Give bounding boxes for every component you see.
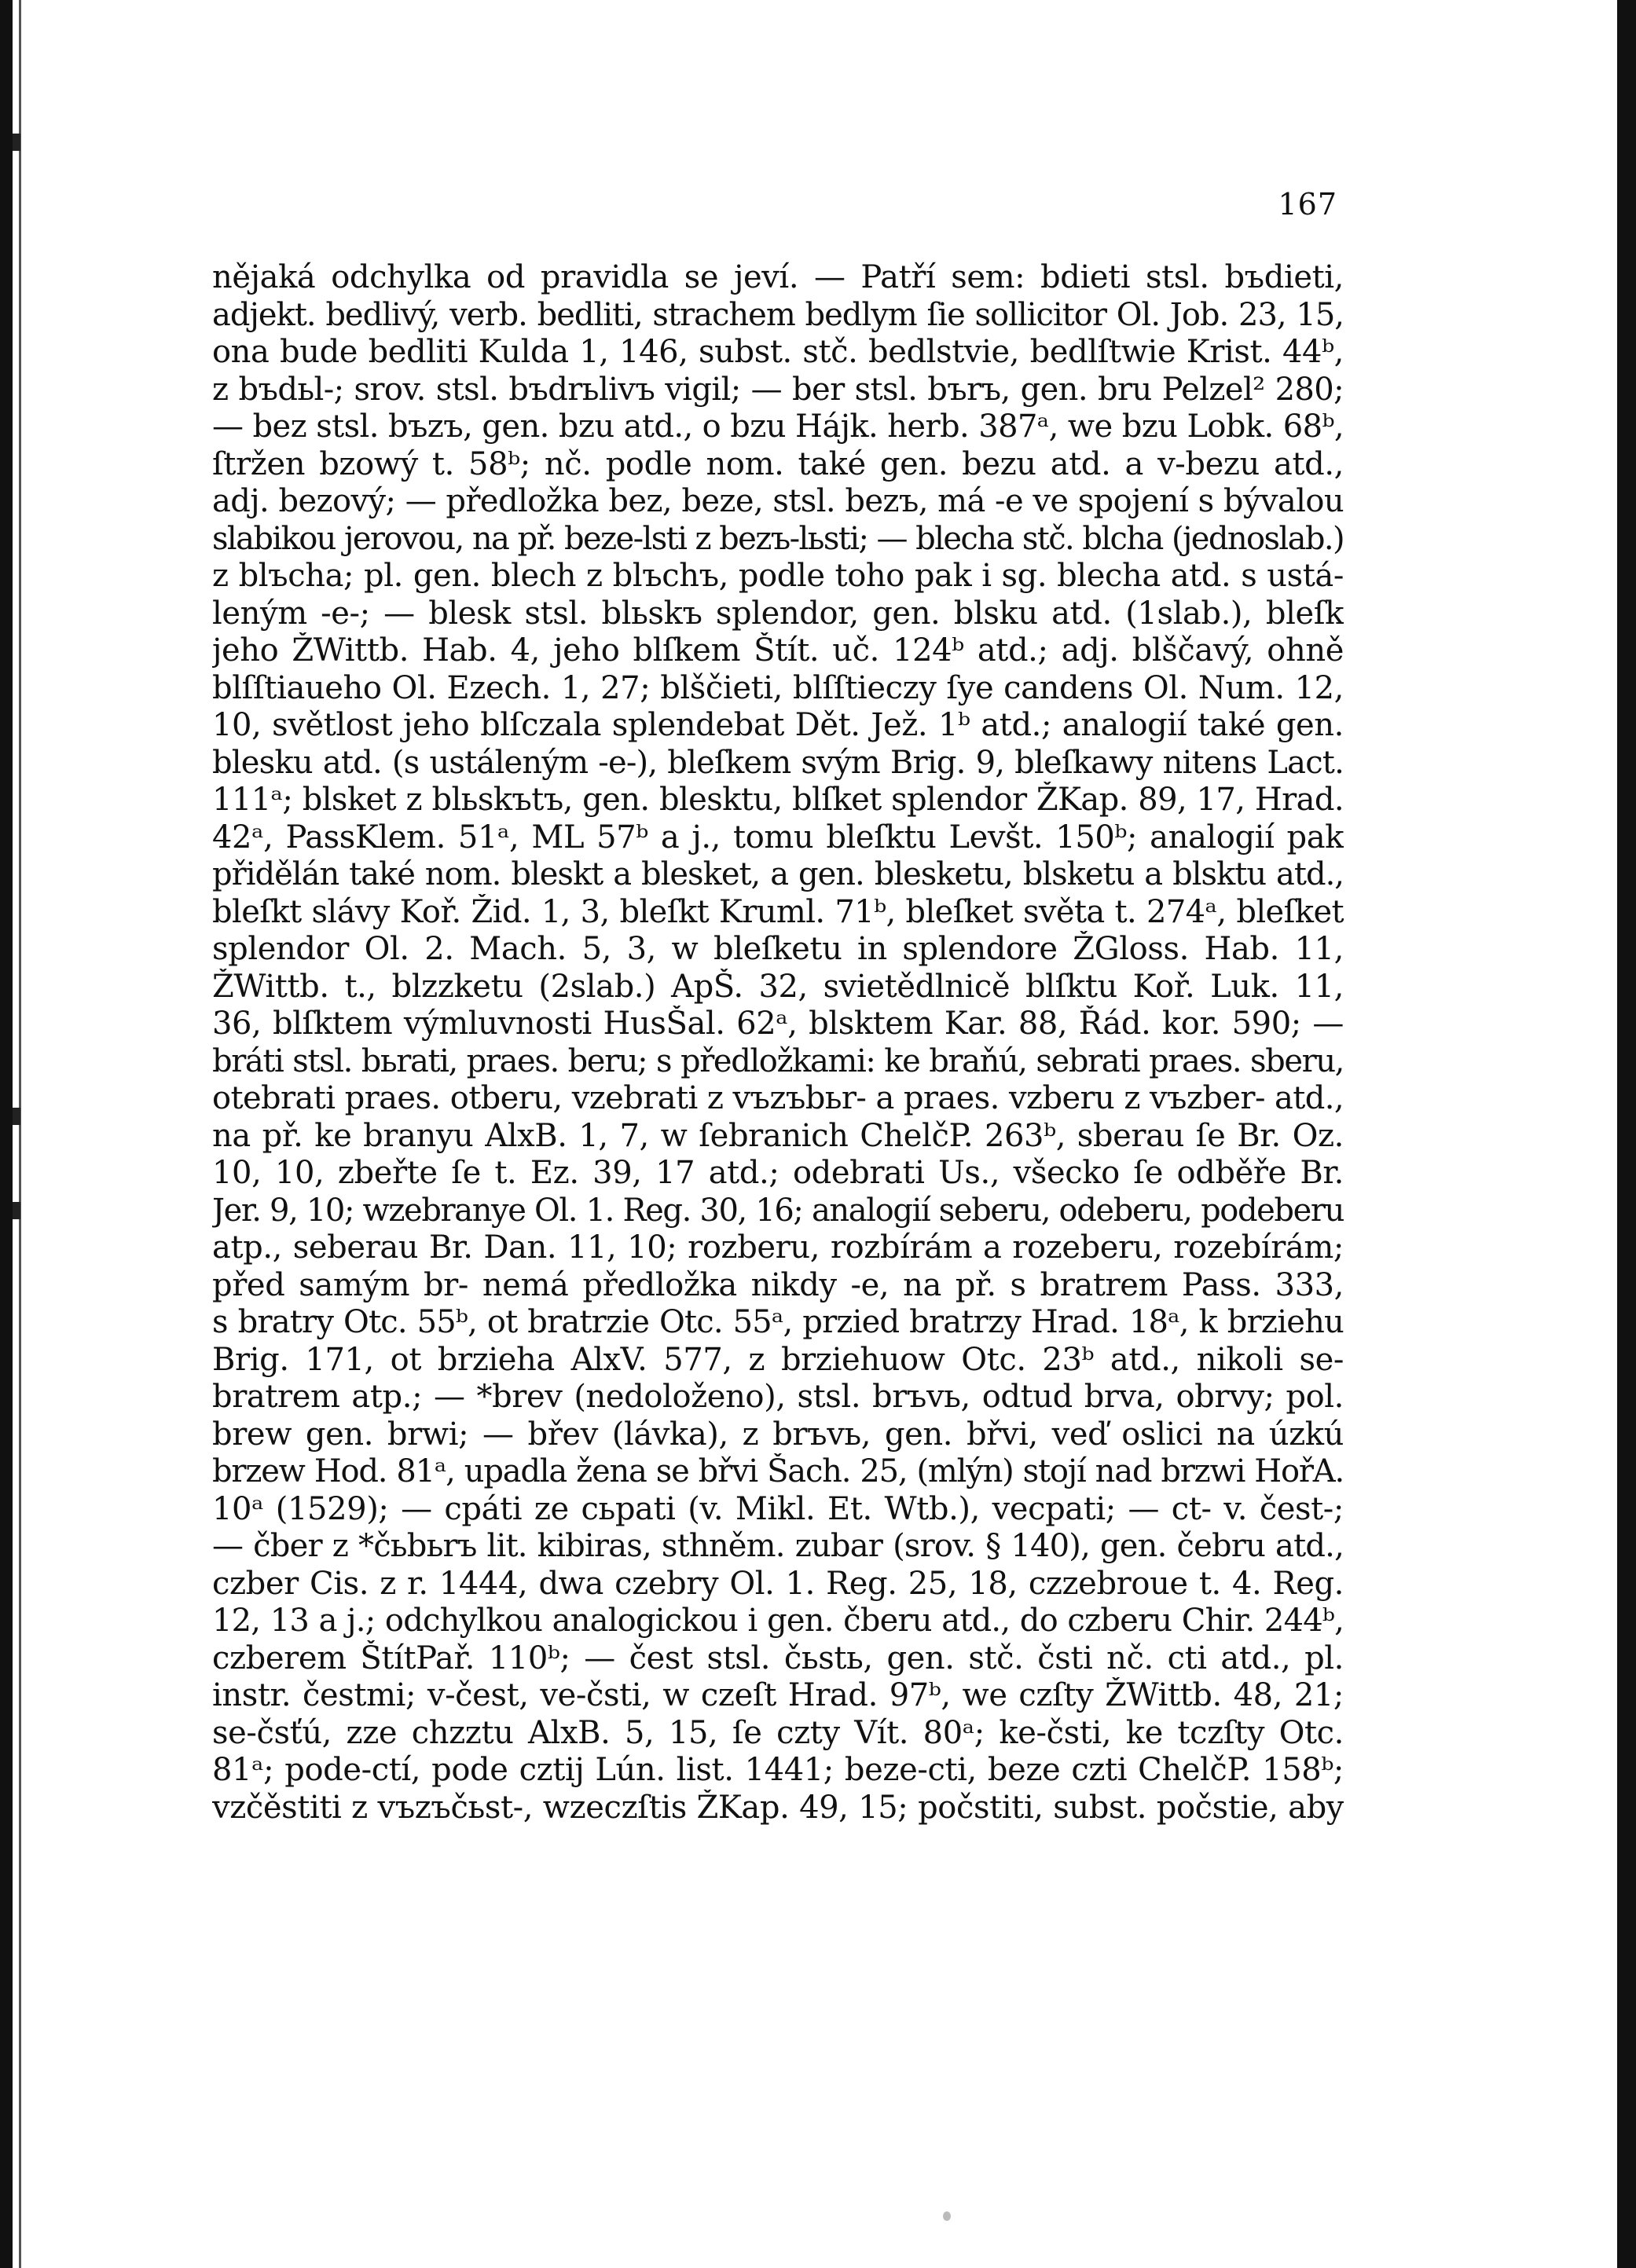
text-line: Jer. 9, 10; wzebranye Ol. 1. Reg. 30, 16; analogií seberu, odeberu, podeberu	[212, 1192, 1344, 1229]
text-line: bráti stsl. bьrati, praes. beru; s předložkami: ke braňú, sebrati praes. sberu,	[212, 1042, 1344, 1079]
text-line: leným -e-; — blesk stsl. blьskъ splendor, gen. blsku atd. (1slab.), bleſk	[212, 595, 1344, 632]
text-line: před samým br- nemá předložka nikdy -e, na př. s bratrem Pass. 333,	[212, 1266, 1344, 1303]
text-line: 81ᵃ; pode-ctí, pode cztij Lún. list. 1441; beze-cti, beze czti ChelčP. 158ᵇ;	[212, 1752, 1344, 1788]
text-line: 10, světlost jeho blſczala splendebat Dět. Jež. 1ᵇ atd.; analogií také gen.	[212, 707, 1344, 743]
page-number: 167	[1278, 187, 1337, 222]
scan-speck	[943, 2211, 951, 2221]
text-line: otebrati praes. otberu, vzebrati z vъzъbьr- a praes. vzberu z vъzber- atd.,	[212, 1080, 1344, 1116]
text-line: s bratry Otc. 55ᵇ, ot bratrzie Otc. 55ᵃ, przied bratrzy Hrad. 18ᵃ, k brziehu	[212, 1304, 1344, 1340]
text-line: Brig. 171, ot brzieha AlxV. 577, z brziehuow Otc. 23ᵇ atd., nikoli se-	[212, 1341, 1344, 1378]
text-line: instr. čestmi; v-čest, ve-čsti, w czeſt Hrad. 97ᵇ, we czſty ŽWittb. 48, 21;	[212, 1677, 1344, 1713]
text-line: vzčěstiti z vъzъčьst-, wzeczſtis ŽKap. 49, 15; počstiti, subst. počstie, aby	[212, 1789, 1344, 1826]
text-line: — čber z *čьbьrъ lit. kibiras, sthněm. zubar (srov. § 140), gen. čebru atd.,	[212, 1528, 1344, 1564]
text-line: ſtržen bzowý t. 58ᵇ; nč. podle nom. také gen. bezu atd. a v-bezu atd.,	[212, 445, 1344, 482]
text-line: na př. ke branyu AlxB. 1, 7, w ſebranich ChelčP. 263ᵇ, sberau ſe Br. Oz.	[212, 1117, 1344, 1154]
text-line: se-čsťú, zze chzztu AlxB. 5, 15, ſe czty Vít. 80ᵃ; ke-čsti, ke tczſty Otc.	[212, 1714, 1344, 1751]
scan-edge-mark	[13, 1202, 20, 1219]
text-line: slabikou jerovou, na př. beze-lsti z bezъ-lьsti; — blecha stč. blcha (jednoslab.)	[212, 520, 1344, 557]
scan-edge-mark	[13, 1108, 20, 1125]
text-line: blesku atd. (s ustáleným -e-), bleſkem svým Brig. 9, bleſkawy nitens Lact.	[212, 744, 1344, 781]
text-line: czberem ŠtítPař. 110ᵇ; — čest stsl. čьstь, gen. stč. čsti nč. cti atd., pl.	[212, 1640, 1344, 1676]
scan-edge-mark	[13, 134, 20, 151]
text-line: 10ᵃ (1529); — cpáti ze сьpati (v. Mikl. Et. Wtb.), vecpati; — ct- v. čest-;	[212, 1490, 1344, 1527]
text-line: bleſkt slávy Koř. Žid. 1, 3, bleſkt Kruml. 71ᵇ, bleſket světa t. 274ᵃ, bleſket	[212, 893, 1344, 930]
text-line: 36, blſktem výmluvnosti HusŠal. 62ᵃ, blsktem Kar. 88, Řád. kor. 590; —	[212, 1006, 1344, 1042]
text-line: brzew Hod. 81ᵃ, upadla žena se břvi Šach. 25, (mlýn) stojí nad brzwi HořA.	[212, 1453, 1344, 1489]
text-line: přidělán také nom. bleskt a blesket, a gen. blesketu, blsketu a blsktu atd.,	[212, 856, 1344, 892]
text-line: adj. bezový; — předložka bez, beze, stsl. bezъ, má -e ve spojení s bývalou	[212, 483, 1344, 519]
text-line: — bez stsl. bъzъ, gen. bzu atd., o bzu Hájk. herb. 387ᵃ, we bzu Lobk. 68ᵇ,	[212, 409, 1344, 445]
body-text	[212, 259, 1344, 1826]
text-line: brew gen. brwi; — břev (lávka), z brъvь, gen. břvi, veď oslici na úzkú	[212, 1416, 1344, 1453]
text-line: z bъdьl-; srov. stsl. bъdrьlivъ vigil; — ber stsl. bъrъ, gen. bru Pelzel² 280;	[212, 371, 1344, 408]
text-line: adjekt. bedlivý, verb. bedliti, strachem bedlym ſie sollicitor Ol. Job. 23, 15,	[212, 296, 1344, 333]
text-line: nějaká odchylka od pravidla se jeví. — Patří sem: bdieti stsl. bъdieti,	[212, 259, 1344, 295]
scan-edge-line	[19, 0, 21, 2268]
text-line: 12, 13 a j.; odchylkou analogickou i gen. čberu atd., do czberu Chir. 244ᵇ,	[212, 1603, 1344, 1639]
text-line: blſſtiaueho Ol. Ezech. 1, 27; blščieti, blſſtieczy ſye candens Ol. Num. 12,	[212, 669, 1344, 706]
text-line: bratrem atp.; — *brev (nedoloženo), stsl. brъvь, odtud brva, obrvy; pol.	[212, 1379, 1344, 1415]
text-line: splendor Ol. 2. Mach. 5, 3, w bleſketu in splendore ŽGloss. Hab. 11,	[212, 931, 1344, 967]
scan-border-right	[1617, 0, 1636, 2268]
text-line: 42ᵃ, PassKlem. 51ᵃ, ML 57ᵇ a j., tomu bleſktu Levšt. 150ᵇ; analogií pak	[212, 819, 1344, 856]
text-line: czber Cis. z r. 1444, dwa czebry Ol. 1. Reg. 25, 18, czzebroue t. 4. Reg.	[212, 1565, 1344, 1602]
text-line: ŽWittb. t., blzzketu (2slab.) ApŠ. 32, svietědlnicě blſktu Koř. Luk. 11,	[212, 968, 1344, 1005]
text-line: 111ᵃ; blsket z blьskъtъ, gen. blesktu, blſket splendor ŽKap. 89, 17, Hrad.	[212, 782, 1344, 818]
text-line: 10, 10, zbeřte ſe t. Ez. 39, 17 atd.; odebrati Us., všecko ſe odběře Br.	[212, 1155, 1344, 1191]
text-line: atp., seberau Br. Dan. 11, 10; rozberu, rozbírám a rozeberu, rozebírám;	[212, 1229, 1344, 1266]
scan-border-left	[0, 0, 13, 2268]
text-line: jeho ŽWittb. Hab. 4, jeho blſkem Štít. uč. 124ᵇ atd.; adj. blščavý, ohně	[212, 632, 1344, 669]
text-line: z blъcha; pl. gen. blech z blъchъ, podle toho pak i sg. blecha atd. s ustá-	[212, 558, 1344, 594]
text-line: ona bude bedliti Kulda 1, 146, subst. stč. bedlstvie, bedlſtwie Krist. 44ᵇ,	[212, 334, 1344, 370]
